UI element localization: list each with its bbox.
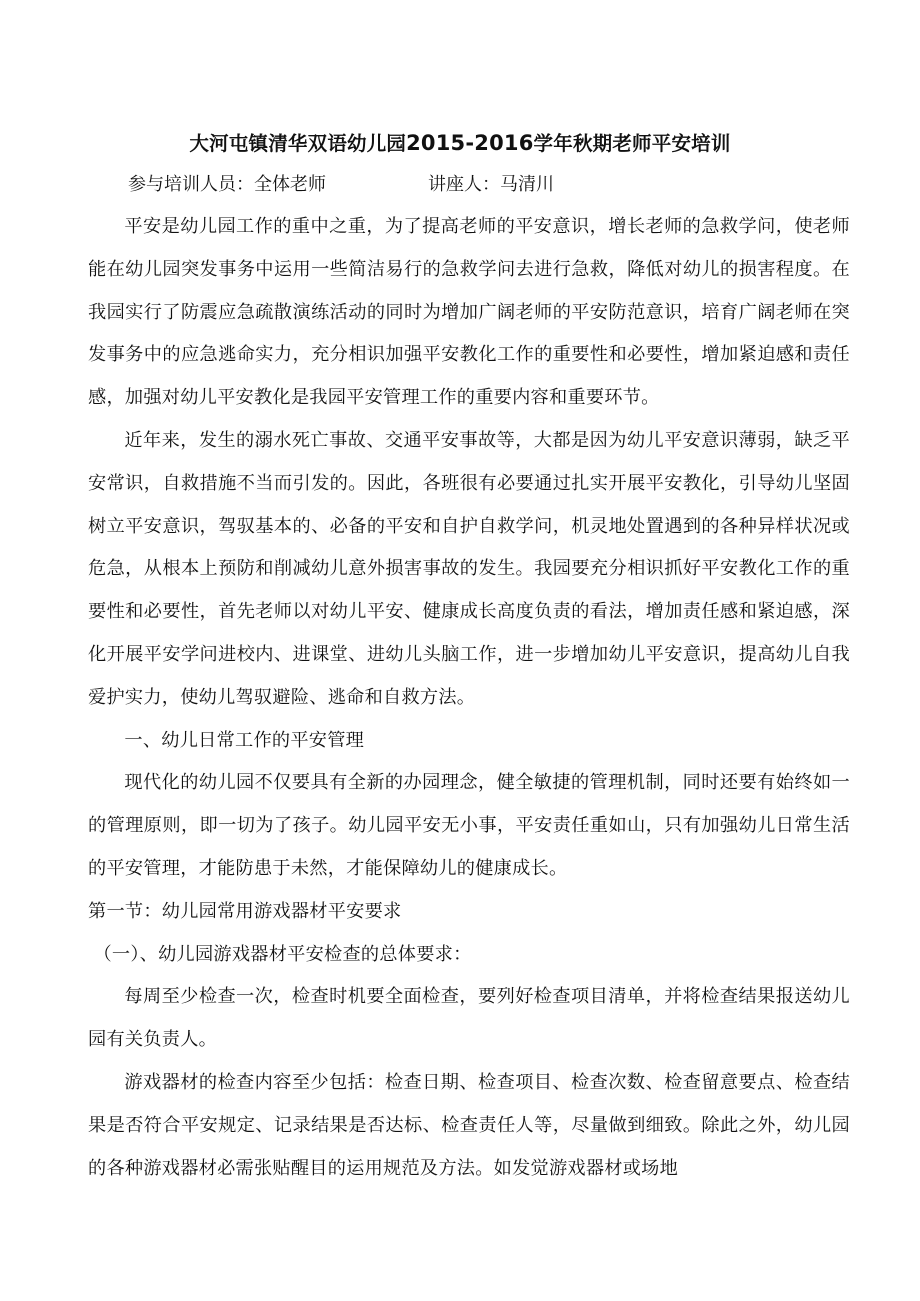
intro-paragraph: 平安是幼儿园工作的重中之重，为了提高老师的平安意识，增长老师的急救学问，使老师能在幼儿园突发事务中运用一些简洁易行的急救学问去进行急救，降低对幼儿的损害程度。在我园实行了防震应急疏散演练活动的同时为增加广阔老师的平安防范意识，培育广阔老师在突发事务中的应急逃命实力，充分相识加强平安教化工作的重要性和必要性，增加紧迫感和责任感，加强对幼儿平安教化是我园平安管理工作的重要内容和重要环节。 bbox=[88, 216, 850, 409]
chapter-one-heading: 第一节：幼儿园常用游戏器材平安要求 bbox=[88, 900, 402, 922]
training-meta bbox=[128, 170, 554, 200]
lecturer-text: 讲座人：马清川 bbox=[428, 174, 554, 195]
subsection-one-paragraph: 每周至少检查一次，检查时机要全面检查，要列好检查项目清单，并将检查结果报送幼儿园有关负责人。 bbox=[88, 986, 850, 1051]
title-suffix: 学年秋期老师平安培训 bbox=[533, 132, 731, 155]
background-paragraph: 近年来，发生的溺水死亡事故、交通平安事故等，大都是因为幼儿平安意识薄弱，缺乏平安常识，自救措施不当而引发的。因此，各班很有必要通过扎实开展平安教化，引导幼儿坚固树立平安意识，驾驭基本的、必备的平安和自护自救学问，机灵地处置遇到的各种异样状况或危急，从根本上预防和削减幼儿意外损害事故的发生。我园要充分相识抓好平安教化工作的重要性和必要性，首先老师以对幼儿平安、健康成长高度负责的看法，增加责任感和紧迫感，深化开展平安学问进校内、进课堂、进幼儿头脑工作，进一步增加幼儿平安意识，提高幼儿自我爱护实力，使幼儿驾驭避险、逃命和自救方法。 bbox=[88, 429, 850, 708]
document-title bbox=[0, 128, 920, 159]
title-years: 2015-2016 bbox=[406, 131, 534, 155]
subsection-one-paragraph-2: 游戏器材的检查内容至少包括：检查日期、检查项目、检查次数、检查留意要点、检查结果是否符合平安规定、记录结果是否达标、检查责任人等，尽量做到细致。除此之外，幼儿园的各种游戏器材必需张贴醒目的运用规范及方法。如发觉游戏器材或场地 bbox=[88, 1071, 850, 1179]
section-one-paragraph: 现代化的幼儿园不仅要具有全新的办园理念，健全敏捷的管理机制，同时还要有始终如一的管理原则，即一切为了孩子。幼儿园平安无小事，平安责任重如山，只有加强幼儿日常生活的平安管理，才能防患于未然，才能保障幼儿的健康成长。 bbox=[88, 772, 850, 879]
section-one-heading: 一、幼儿日常工作的平安管理 bbox=[124, 729, 365, 751]
document-body bbox=[88, 206, 850, 1190]
participants-text: 参与培训人员：全体老师 bbox=[128, 174, 326, 195]
subsection-one-heading: （一）、幼儿园游戏器材平安检查的总体要求： bbox=[93, 943, 472, 965]
title-prefix: 大河屯镇清华双语幼儿园 bbox=[189, 132, 407, 155]
